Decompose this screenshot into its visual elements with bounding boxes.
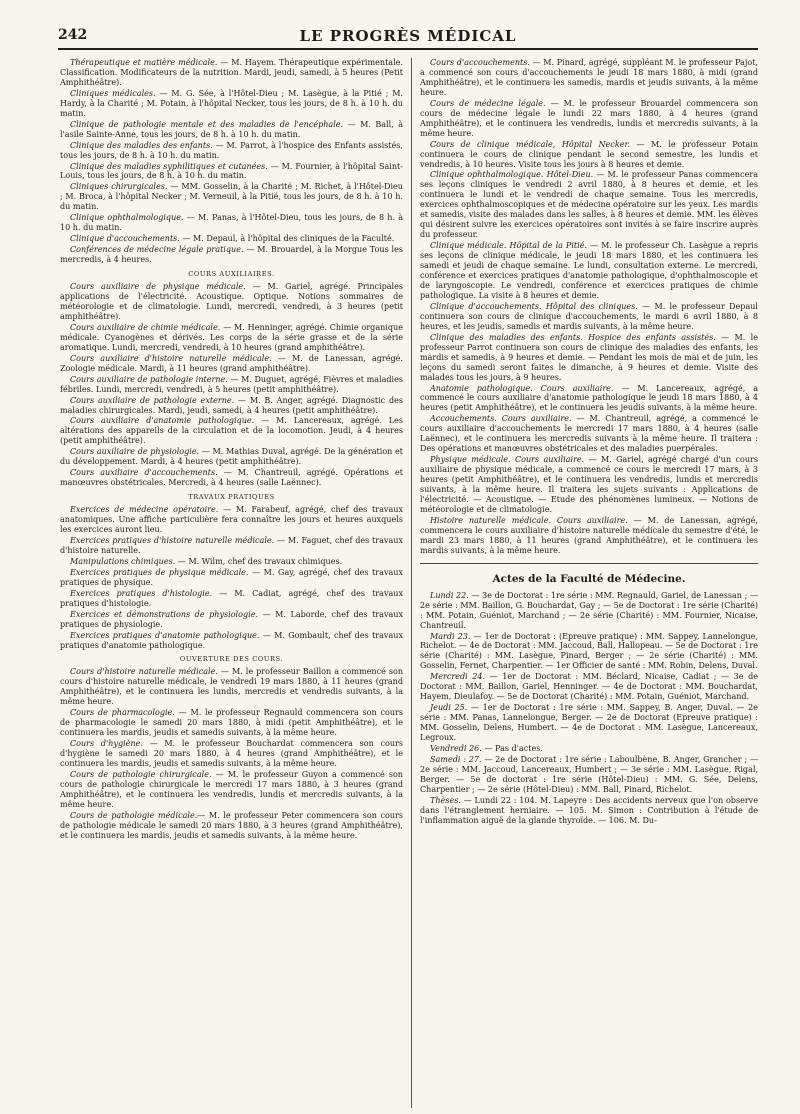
paragraph	[60, 182, 403, 212]
course-openings-section	[60, 667, 403, 840]
paragraph-lead: Cliniques médicales.	[70, 88, 156, 98]
paragraph-text: — M. Mathias Duval, agrégé. De la génération et du développement. Mardi, à 4 heures (petit amphithéâtre).	[60, 447, 403, 467]
paragraph	[420, 241, 758, 301]
paragraph	[420, 302, 758, 332]
paragraph	[60, 568, 403, 588]
paragraph-lead: Cours de pathologie médicale.	[70, 810, 198, 820]
paragraph	[60, 89, 403, 119]
paragraph-text: — M. Brouardel, à la Morgue Tous les mercredis, à 4 heures.	[60, 245, 403, 265]
paragraph-lead: Clinique d'accouchements.	[70, 234, 180, 244]
paragraph-text: — 3e de Doctorat : 1re série : MM. Regnauld, Gariel, de Lanessan ; — 2e série : MM. Baillon, G. Bouchardat, Gay ; — 5e de Doctorat : 1re série (Charité) : MM. Potain, Guéniot, Marchand ; — 2e série (Charité) : MM. Fournier, Nicaise, Chantreuil.	[420, 590, 758, 630]
right-column	[420, 58, 758, 1108]
paragraph-lead: Thérapeutique et matière médicale.	[70, 58, 218, 67]
paragraph-lead: Cliniques chirurgicales.	[70, 182, 168, 192]
paragraph-text: — M. G. Sée, à l'Hôtel-Dieu ; M. Lasègue, à la Pitié ; M. Hardy, à la Charité ; M. Potain, à l'hôpital Necker, tous les jours, de 8 h. à 10 h. du matin.	[60, 88, 403, 118]
paragraph-lead: Vendredi 26.	[430, 744, 482, 753]
paragraph-lead: Cours auxiliaire de pathologie externe.	[70, 395, 235, 405]
paragraph-lead: Accouchements. Cours auxiliaire.	[430, 414, 572, 424]
paragraph-text: — M. Duguet, agrégé, Fièvres et maladies fébriles. Lundi, mercredi, vendredi, à 5 heures (petit amphithéâtre).	[60, 374, 403, 394]
paragraph-text: — M. Wilm, chef des travaux chimiques.	[175, 556, 343, 566]
paragraph	[60, 282, 403, 322]
paragraph-lead: Cours auxiliaire d'histoire naturelle médicale.	[70, 353, 272, 363]
paragraph-lead: Clinique ophthalmologique.	[70, 213, 184, 223]
paragraph-lead: Mardi 23.	[430, 631, 471, 641]
paragraph-lead: Cours d'hygiène.	[70, 739, 143, 749]
paragraph	[60, 213, 403, 233]
paragraph	[60, 557, 403, 567]
paragraph-lead: Cours de clinique médicale, Hôpital Necker.	[430, 139, 631, 149]
paragraph-text: — M. le professeur Ch. Lasègue a repris ses leçons de clinique médicale, le jeudi 18 mars 1880, et les continuera les samedi et jeudi de chaque semaine. Le lundi, consultation externe. Le mercredi, conférence et exercices pratiques d'anatomie pathologique, d'ophthalmoscopie et de laryngoscopie. Le vendredi, conférence et exercices pratiques de chimie pathologique. La visite à 8 heures et demie.	[420, 241, 758, 300]
paragraph-text: — M. Chantreuil, agrégé. Opérations et manœuvres obstétricales. Mercredi, à 4 heures (salle Laënnec).	[60, 468, 403, 488]
paragraph-text: — M. le professeur Baillon a commencé son cours d'histoire naturelle médicale, le vendredi 19 mars 1880, à 11 heures (grand Amphithéâtre), et le continuera les lundis, mercredis et vendredis suivants, à la même heure.	[60, 667, 403, 707]
paragraph-text: — M. le professeur Panas commencera ses leçons cliniques le vendredi 2 avril 1880, à 8 heures et demie, et les continuera le lundi et le vendredi de chaque semaine. Tous les mercredis, exercices ophthalmoscopiques et de médecine opératoire sur les yeux. Les mardis et samedis, visite des malades dans les salles, à 8 heures et demie. MM. les élèves qui désirent suivre les exercices opératoires sont invités à se faire inscrire auprès du professeur.	[420, 170, 758, 240]
paragraph	[60, 58, 403, 88]
paragraph	[60, 468, 403, 488]
paragraph	[420, 744, 758, 754]
paragraph-lead: Clinique médicale. Hôpital de la Pitié.	[430, 241, 588, 251]
paragraph-text: — M. Hayem. Thérapeutique expérimentale. Classification. Modificateurs de la nutrition. Mardi, jeudi, samedi, à 5 heures (Petit Amphithéâtre).	[60, 58, 403, 87]
paragraph-text: — M. Gombault, chef des travaux pratiques d'anatomie pathologique.	[60, 630, 403, 650]
paragraph-lead: Clinique des maladies syphilitiques et cutanées.	[70, 161, 268, 171]
paragraph-lead: Exercices et démonstrations de physiologie.	[70, 609, 259, 619]
paragraph-lead: Cours auxiliaire de chimie médicale.	[70, 322, 221, 332]
paragraph	[60, 354, 403, 374]
paragraph-lead: Cours d'histoire naturelle médicale.	[70, 667, 218, 677]
paragraph-lead: Cours auxiliaire d'anatomie pathologique.	[70, 416, 255, 426]
paragraph-lead: Cours auxiliaire d'accouchements.	[70, 468, 218, 478]
paragraph	[60, 375, 403, 395]
faculty-acts-section	[420, 591, 758, 826]
paragraph	[60, 505, 403, 535]
paragraph	[60, 739, 403, 769]
paragraph-text: — M. le professeur Regnauld commencera son cours de pharmacologie le samedi 20 mars 1880, à midi (petit Amphithéâtre), et le continuera les mardis, jeudis et samedis suivants, à la même heure.	[60, 708, 403, 738]
intro-section	[60, 58, 403, 265]
paragraph-lead: Cours auxiliaire de physique médicale.	[70, 282, 246, 292]
paragraph-text: — M. Chantreuil, agrégé, a commencé le cours auxiliaire d'accouchements le mercredi 17 mars 1880, à 4 heures (salle Laënnec), et le continuera les mercredis suivants à la même heure. Il traitera : Des opérations et manœuvres obstétricales et des maladies puerpérales.	[420, 414, 758, 454]
header-rule	[58, 48, 758, 50]
paragraph	[420, 140, 758, 170]
paragraph	[420, 384, 758, 414]
paragraph	[60, 770, 403, 810]
paragraph-text: — 1er de Doctorat : (Epreuve pratique) : MM. Sappey, Lannelongue, Richelot. — 4e de Doctorat : MM. Jaccoud, Ball, Hallopeau. — 5e de Doctorat : 1re série (Charité) : MM. Lasègue, Pinard, Berger ; — 2e série (Charité) : MM. Gosselin, Fernet, Charpentier. — 1er Officier de santé : MM. Robin, Delens, Duval.	[420, 631, 758, 671]
paragraph	[60, 610, 403, 630]
paragraph-lead: Samedi : 27.	[430, 754, 482, 764]
paragraph	[420, 796, 758, 826]
paragraph-lead: Clinique ophthalmologique. Hôtel-Dieu.	[430, 170, 594, 180]
paragraph-lead: Manipulations chimiques.	[70, 556, 176, 566]
paragraph-text: — M. le professeur Peter commencera son cours de pathologie médicale le samedi 20 mars 1880, à 3 heures (grand Amphithéâtre), et le continuera les mardis, jeudis et samedis suivants, à la même heure.	[60, 810, 403, 840]
paragraph-lead: Anatomie pathologique. Cours auxiliaire.	[430, 383, 614, 393]
paragraph	[60, 811, 403, 841]
paragraph-lead: Thèses.	[430, 795, 461, 805]
paragraph-text: — MM. Gosselin, à la Charité ; M. Richet, à l'Hôtel-Dieu ; M. Broca, à l'hôpital Necker ; M. Verneuil, à la Pitié, tous les jours, de 8 h. à 10 h. du matin.	[60, 182, 403, 212]
paragraph	[420, 755, 758, 795]
paragraph-text: — M. le professeur Depaul continuera son cours de clinique d'accouchements, le mardi 6 avril 1880, à 8 heures, et les jeudis, samedis et mardis suivants, à la même heure.	[420, 301, 758, 331]
paragraph-lead: Cours auxiliaire de pathologie interne.	[70, 374, 228, 384]
left-column	[60, 58, 403, 1098]
paragraph	[60, 396, 403, 416]
paragraph-text: — M. Fournier, à l'hôpital Saint-Louis, tous les jours, de 8 h. à 10 h. du matin.	[60, 161, 403, 181]
paragraph-lead: Physique médicale. Cours auxiliaire.	[430, 455, 585, 465]
section-heading-practical-work: TRAVAUX PRATIQUES	[188, 493, 275, 502]
paragraph-lead: Cours d'accouchements.	[430, 58, 530, 67]
page-number: 242	[58, 27, 88, 43]
paragraph	[60, 141, 403, 161]
paragraph-lead: Exercices de médecine opératoire.	[70, 505, 219, 515]
paragraph-lead: Cours de pathologie chirurgicale.	[70, 770, 212, 779]
paragraph	[420, 99, 758, 139]
paragraph-text: — 1er de Doctorat : MM. Béclard, Nicaise, Cadiat ; — 3e de Doctorat : MM. Baillon, Gariel, Henninger. — 4e de Doctorat : MM. Bouchardat, Hayem, Dieulafoy. — 5e de Doctorat (Charité) : MM. Potain, Guéniot, Marchand.	[420, 672, 758, 702]
paragraph-text: — M. de Lanessan, agrégé. Zoologie médicale. Mardi, à 11 heures (grand amphithéâtre).	[60, 353, 403, 373]
paragraph-text: — M. Parrot, à l'hospice des Enfants assistés, tous les jours, de 8 h. à 10 h. du matin.	[60, 140, 403, 160]
paragraph	[60, 323, 403, 353]
paragraph	[60, 234, 403, 244]
paragraph-text: — M. Gay, agrégé, chef des travaux pratiques de physique.	[60, 567, 403, 587]
paragraph-text: — M. Lancereaux, agrégé. Les altérations des appareils de la circulation et de la locomotion. Jeudi, à 4 heures (petit amphithéâtre).	[60, 416, 403, 446]
course-openings-continued	[420, 58, 758, 564]
paragraph	[420, 333, 758, 383]
paragraph	[420, 170, 758, 240]
paragraph-text: — M. le professeur Brouardel commencera son cours de médecine légale le lundi 22 mars 1880, à 4 heures (grand Amphithéâtre), et le continuera les vendredis, lundis et mercredis suivants, à la même heure.	[420, 98, 758, 138]
practical-work-section	[60, 505, 403, 650]
paragraph-lead: Exercices pratiques d'histoire naturelle médicale.	[70, 535, 275, 545]
paragraph-text: — M. le professeur Guyon a commencé son cours de pathologie chirurgicale le mercredi 17 mars 1880, à 3 heures (grand Amphithéâtre), et le continuera les vendredis, lundis et mercredis suivants, à la même heure.	[60, 770, 403, 809]
paragraph-text: — M. le professeur Potain continuera le cours de clinique pendant le second semestre, les lundis et vendredis, à 10 heures. Visite tous les jours à 8 heures et demie.	[420, 139, 758, 169]
paragraph-text: — M. Gariel, agrégé chargé d'un cours auxiliaire de physique médicale, a commencé ce cours le mercredi 17 mars, à 3 heures (petit Amphithéâtre), et le continuera les vendredis, lundis et mercredis suivants, à la même heure. Il traitera les sujets suivants : Applications de l'électricité. — Acoustique. — Etude des phénomènes lumineux. — Notions de météorologie et de climatologie.	[420, 455, 758, 514]
paragraph	[420, 632, 758, 672]
paragraph-text: — M. Laborde, chef des travaux pratiques de physiologie.	[60, 609, 403, 629]
paragraph-lead: Cours de médecine légale.	[430, 98, 546, 108]
paragraph-text: — M. de Lanessan, agrégé, commencera le cours auxiliaire d'histoire naturelle médicale du semestre d'été, le mardi 23 mars 1880, à 11 heures (grand Amphithéâtre), et le continuera les mardis suivants, à la même heure.	[420, 515, 758, 555]
section-heading-auxiliary-courses: COURS AUXILIAIRES.	[188, 270, 275, 279]
journal-title: LE PROGRÈS MÉDICAL	[299, 27, 517, 45]
paragraph	[420, 703, 758, 743]
paragraph-text: — M. Panas, à l'Hôtel-Dieu, tous les jours, de 8 h. à 10 h. du matin.	[60, 213, 403, 233]
paragraph-lead: Clinique des maladies des enfants.	[70, 140, 213, 150]
section-heading-course-openings: OUVERTURE DES COURS.	[179, 655, 284, 664]
paragraph	[60, 447, 403, 467]
paragraph-text: — M. Ball, à l'asile Sainte-Anne, tous les jours, de 8 h. à 10 h. du matin.	[60, 119, 403, 139]
paragraph-text: — M. Pinard, agrégé, suppléant M. le professeur Pajot, a commencé son cours d'accouchements le jeudi 18 mars 1880, à midi (grand Amphithéâtre), et le continuera les samedis, mardis et jeudis suivants, à la même heure.	[420, 58, 758, 97]
paragraph-text: — M. Cadiat, agrégé, chef des travaux pratiques d'histologie.	[60, 588, 403, 608]
column-divider	[411, 58, 412, 1108]
paragraph-lead: Jeudi 25.	[430, 703, 468, 713]
paragraph-lead: Cours auxiliaire de physiologie.	[70, 447, 200, 457]
paragraph-text: — M. Lancereaux, agrégé, a commencé le cours auxiliaire d'anatomie pathologique le jeudi 18 mars 1880, à 4 heures (petit Amphithéâtre), et le continuera les jeudis suivants, à la même heure.	[420, 383, 758, 413]
paragraph	[60, 536, 403, 556]
paragraph-text: — M. le professeur Parrot continuera son cours de clinique des maladies des enfants, les mardis et samedis, à 9 heures et demie. — Pendant les mois de mai et de juin, les leçons du samedi seront faites le dimanche, à 9 heures et demie. Visite des malades tous les jours, à 9 heures.	[420, 332, 758, 382]
paragraph	[60, 589, 403, 609]
paragraph-lead: Mercredi 24.	[430, 672, 486, 682]
paragraph-text: — M. Henninger, agrégé. Chimie organique médicale. Cyanogènes et dérivés. Les corps de la série grasse et de la série aromatique. Lundi, mercredi, vendredi, à 10 heures (grand amphithéâtre).	[60, 322, 403, 352]
paragraph-text: — Pas d'actes.	[481, 744, 543, 753]
section-heading-faculty-acts: Actes de la Faculté de Médecine.	[492, 572, 686, 585]
paragraph-lead: Lundi 22.	[430, 590, 469, 600]
paragraph-lead: Exercices pratiques d'histologie.	[70, 588, 213, 598]
paragraph-text: — M. Faguet, chef des travaux d'histoire naturelle.	[60, 535, 403, 555]
paragraph	[420, 672, 758, 702]
paragraph	[420, 516, 758, 556]
paragraph-text: — Lundi 22 : 104. M. Lapeyre : Des accidents nerveux que l'on observe dans l'étranglement herniaire. — 105. M. Simon : Contribution à l'étude de l'inflammation aiguë de la glande thyroïde. — 106. M. Du-	[420, 795, 758, 825]
paragraph	[420, 455, 758, 515]
paragraph-lead: Clinique d'accouchements. Hôpital des cliniques.	[430, 301, 638, 311]
paragraph	[60, 708, 403, 738]
auxiliary-courses-section	[60, 282, 403, 488]
page-header	[58, 27, 758, 49]
paragraph-lead: Exercices pratiques de physique médicale.	[70, 567, 249, 577]
paragraph-lead: Exercices pratiques d'anatomie pathologique.	[70, 630, 260, 640]
paragraph-lead: Conférences de médecine légale pratique.	[70, 245, 244, 255]
paragraph	[60, 416, 403, 446]
paragraph-lead: Clinique de pathologie mentale et des maladies de l'encéphale.	[70, 119, 344, 129]
paragraph	[60, 120, 403, 140]
paragraph	[60, 667, 403, 707]
paragraph-text: — M. le professeur Bouchardat commencera son cours d'hygiène le samedi 20 mars 1880, à 4 heures (grand Amphithéâtre), et le continuera les mardis, jeudis et samedis suivants, à la même heure.	[60, 739, 403, 769]
paragraph-text: — 2e de Doctorat : 1re série : Laboulbène, B. Anger, Grancher ; — 2e série : MM. Jaccoud, Lancereaux, Humbert ; — 3e série : MM. Lasègue, Rigal, Berger. — 5e de doctorat : 1re série (Hôtel-Dieu) : MM. G. Sée, Delens, Charpentier ; — 2e série (Hôtel-Dieu) : MM. Ball, Pinard, Richelot.	[420, 754, 758, 794]
paragraph	[420, 58, 758, 98]
paragraph	[420, 414, 758, 454]
paragraph-text: — M. B. Anger, agrégé. Diagnostic des maladies chirurgicales. Mardi, jeudi, samedi, à 4 heures (petit amphithéâtre).	[60, 395, 403, 415]
paragraph-text: — M. Depaul, à l'hôpital des cliniques de la Faculté.	[179, 234, 395, 244]
paragraph	[60, 245, 403, 265]
paragraph-lead: Clinique des maladies des enfants. Hospice des enfants assistés.	[430, 332, 716, 342]
paragraph-text: — 1er de Doctorat : 1re série : MM. Sappey, B. Anger, Duval. — 2e série : MM. Panas, Lannelongue, Berger. — 2e de Doctorat (Epreuve pratique) : MM. Gosselin, Delens, Humbert. — 4e de Doctorat : MM. Lasègue, Lancereaux, Legroux.	[420, 703, 758, 743]
paragraph-lead: Cours de pharmacologie.	[70, 708, 175, 718]
paragraph	[60, 631, 403, 651]
paragraph-text: — M. Gariel, agrégé. Principales applications de l'électricité. Acoustique. Optique. Notions sommaires de météorologie et de climatologie. Lundi, mercredi, vendredi, à 3 heures (petit amphithéâtre).	[60, 282, 403, 321]
paragraph	[420, 591, 758, 631]
paragraph-text: — M. Farabeuf, agrégé, chef des travaux anatomiques. Une affiche particulière fera connaître les jours et heures auxquels les exercices auront lieu.	[60, 505, 403, 535]
paragraph-lead: Histoire naturelle médicale. Cours auxiliaire.	[430, 515, 628, 525]
paragraph	[60, 162, 403, 182]
